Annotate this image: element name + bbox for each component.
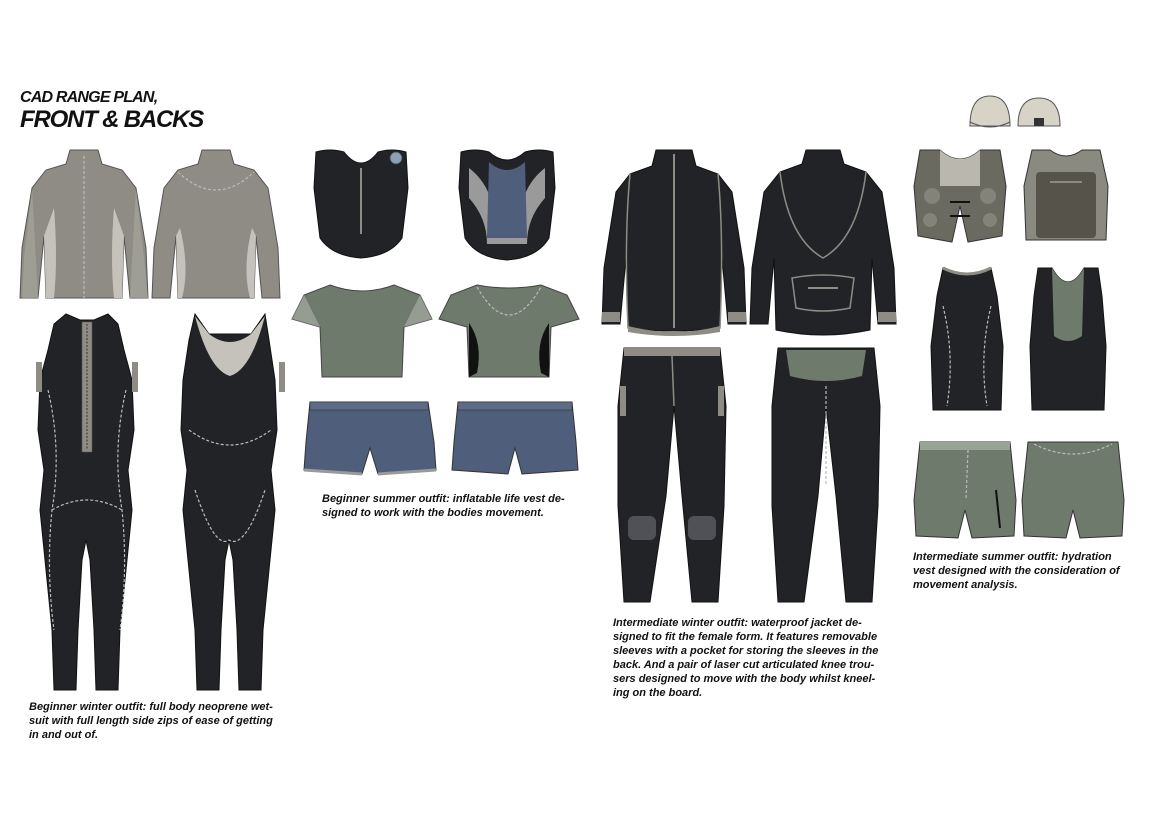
caption-line: in and out of. <box>29 729 99 741</box>
beginner-summer-vest-back <box>455 148 560 263</box>
intermediate-summer-hydration-vest-front <box>910 146 1010 246</box>
intermediate-summer-cap-front <box>966 92 1014 132</box>
caption-line: movement analysis. <box>913 579 1018 591</box>
title-line-1: CAD RANGE PLAN, <box>20 89 158 106</box>
page-title <box>20 90 203 132</box>
caption-line: sleeves with a pocket for storing the sleeves in the <box>613 645 879 657</box>
beginner-summer-tee-back <box>437 283 582 381</box>
caption-line: Beginner summer outfit: inflatable life vest de- <box>322 493 565 505</box>
caption-line: sers designed to move with the body whilst kneel- <box>613 673 876 685</box>
beginner-summer-shorts-front <box>300 398 438 478</box>
caption-line: Intermediate summer outfit: hydration <box>913 551 1112 563</box>
caption-line: vest designed with the consideration of <box>913 565 1120 577</box>
intermediate-winter-jacket-front <box>600 148 748 336</box>
intermediate-winter-jacket-back <box>748 148 898 338</box>
intermediate-summer-tank-back <box>1026 266 1110 414</box>
caption-line: signed to work with the bodies movement. <box>322 507 544 519</box>
intermediate-summer-cap-back <box>1014 92 1064 132</box>
beginner-winter-top-back <box>150 148 282 303</box>
beginner-summer-vest-front <box>310 148 412 263</box>
caption-line: signed to fit the female form. It features removable <box>613 631 878 643</box>
title-line-2: FRONT & BACKS <box>20 106 204 133</box>
beginner-summer-shorts-back <box>450 398 580 478</box>
intermediate-summer-skort-back <box>1020 440 1126 542</box>
caption-intermediate-winter <box>613 616 878 700</box>
caption-beginner-winter <box>29 700 273 742</box>
caption-line: Intermediate winter outfit: waterproof jacket de- <box>613 617 862 629</box>
beginner-winter-top-front <box>18 148 150 303</box>
caption-line: suit with full length side zips of ease of getting <box>29 715 273 727</box>
caption-beginner-summer <box>322 492 565 520</box>
beginner-winter-wetsuit-back <box>165 310 295 695</box>
caption-line: ing on the board. <box>613 687 703 699</box>
beginner-summer-tee-front <box>290 283 435 381</box>
intermediate-summer-tank-front <box>925 266 1009 414</box>
caption-intermediate-summer <box>913 550 1120 592</box>
beginner-winter-wetsuit-front <box>22 310 152 695</box>
intermediate-winter-trousers-front <box>612 346 732 614</box>
caption-line: back. And a pair of laser cut articulated knee trou- <box>613 659 875 671</box>
caption-line: Beginner winter outfit: full body neoprene wet- <box>29 701 273 713</box>
intermediate-winter-trousers-back <box>768 346 884 614</box>
intermediate-summer-hydration-vest-back <box>1020 146 1112 246</box>
intermediate-summer-skort-front <box>912 440 1018 542</box>
